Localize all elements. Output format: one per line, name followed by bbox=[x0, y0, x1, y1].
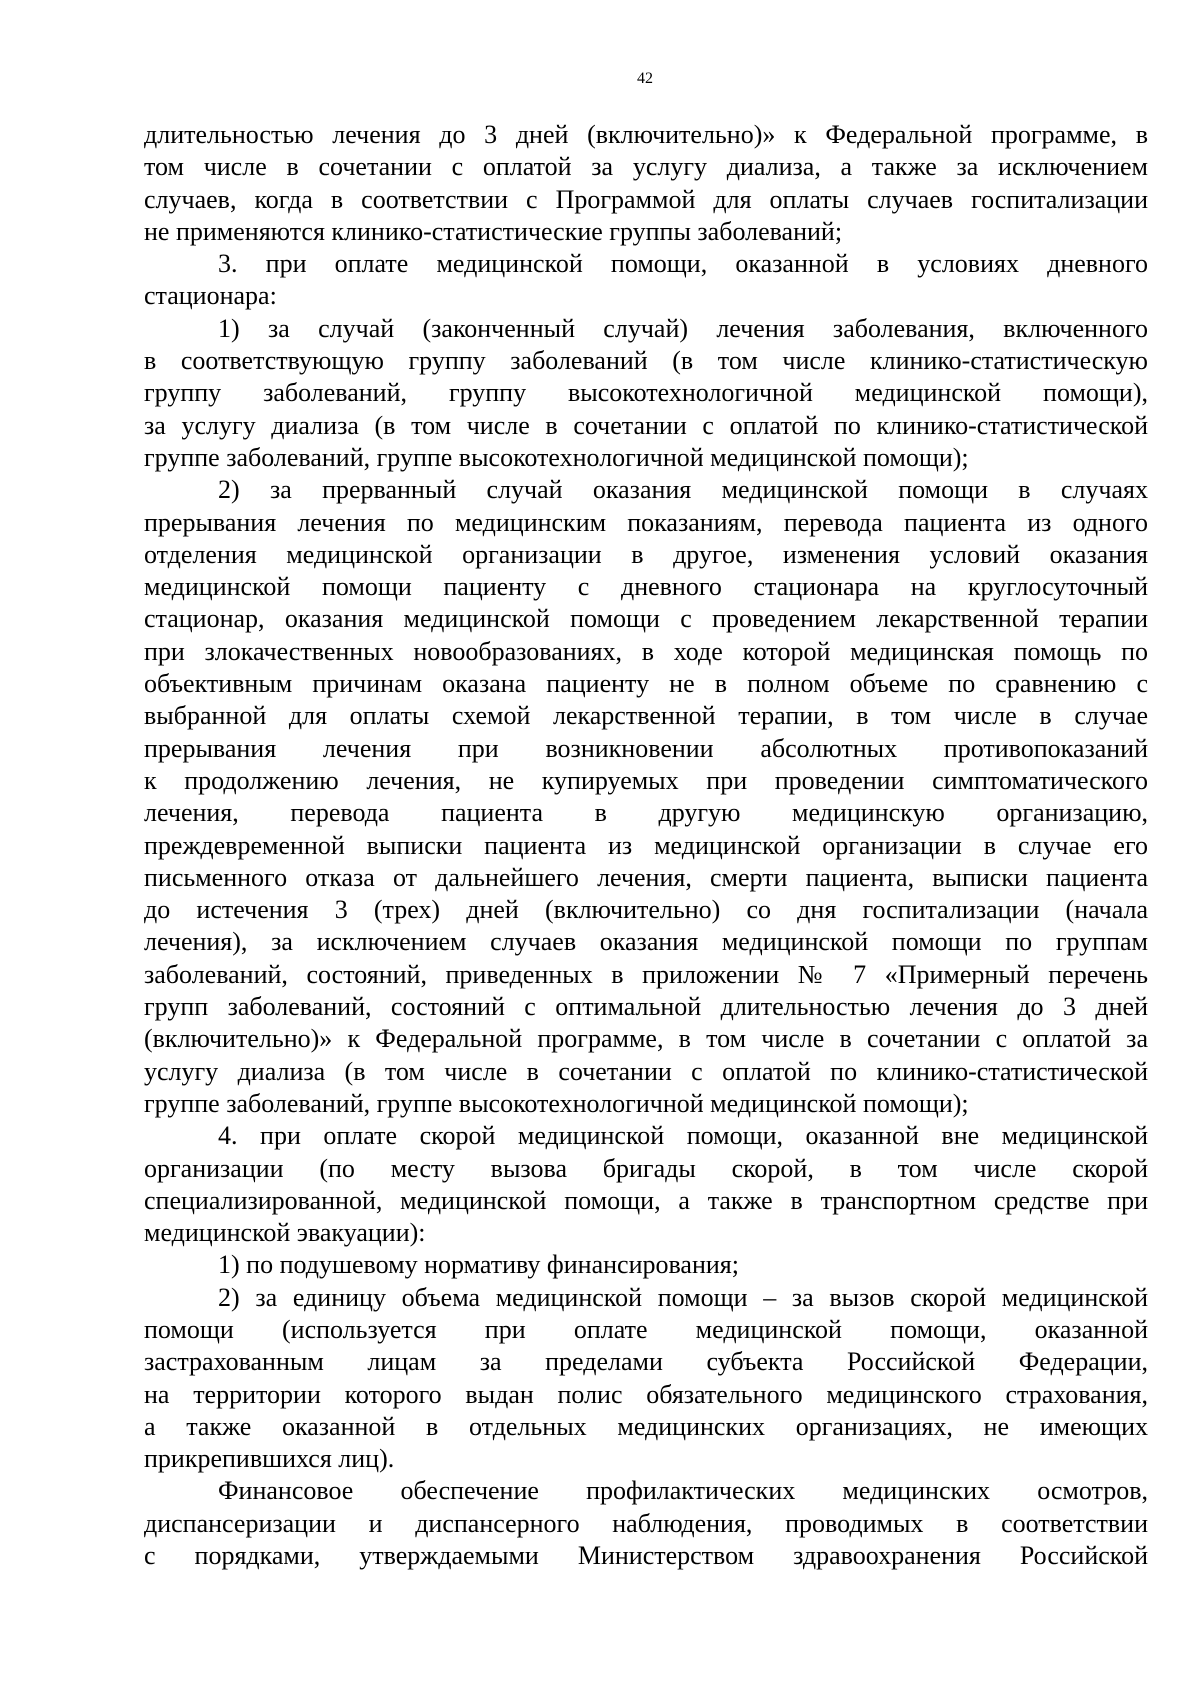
text-line: лечения, перевода пациента в другую медицинскую организацию, bbox=[144, 798, 1148, 828]
text-line: 1) за случай (законченный случай) лечения заболевания, включенного bbox=[218, 313, 1148, 343]
text-line: 1) по подушевому нормативу финансирования; bbox=[218, 1250, 739, 1280]
text-line: стационар, оказания медицинской помощи с проведением лекарственной терапии bbox=[144, 604, 1148, 634]
text-line: (включительно)» к Федеральной программе, в том числе в сочетании с оплатой за bbox=[144, 1024, 1148, 1054]
text-line: том числе в сочетании с оплатой за услугу диализа, а также за исключением bbox=[144, 152, 1148, 182]
text-line: на территории которого выдан полис обязательного медицинского страхования, bbox=[144, 1379, 1148, 1409]
text-line: услугу диализа (в том числе в сочетании с оплатой по клинико-статистической bbox=[144, 1056, 1148, 1086]
text-line: прерывания лечения по медицинским показаниям, перевода пациента из одного bbox=[144, 507, 1148, 537]
text-line: 4. при оплате скорой медицинской помощи, оказанной вне медицинской bbox=[218, 1121, 1148, 1151]
text-line: случаев, когда в соответствии с Программой для оплаты случаев госпитализации bbox=[144, 184, 1148, 214]
text-line: за услугу диализа (в том числе в сочетании с оплатой по клинико-статистической bbox=[144, 410, 1148, 440]
text-line: прерывания лечения при возникновении абсолютных противопоказаний bbox=[144, 733, 1148, 763]
text-line: к продолжению лечения, не купируемых при проведении симптоматического bbox=[144, 765, 1148, 795]
text-line: специализированной, медицинской помощи, а также в транспортном средстве при bbox=[144, 1185, 1148, 1215]
text-line: объективным причинам оказана пациенту не в полном объеме по сравнению с bbox=[144, 669, 1148, 699]
text-line: отделения медицинской организации в другое, изменения условий оказания bbox=[144, 539, 1148, 569]
text-line: заболеваний, состояний, приведенных в приложении № 7 «Примерный перечень bbox=[144, 959, 1148, 989]
text-line: с порядками, утверждаемыми Министерством здравоохранения Российской bbox=[144, 1541, 1148, 1571]
text-line: застрахованным лицам за пределами субъекта Российской Федерации, bbox=[144, 1347, 1148, 1377]
text-line: группе заболеваний, группе высокотехнологичной медицинской помощи); bbox=[144, 442, 969, 472]
text-line: медицинской помощи пациенту с дневного стационара на круглосуточный bbox=[144, 572, 1148, 602]
text-line: преждевременной выписки пациента из медицинской организации в случае его bbox=[144, 830, 1148, 860]
text-line: в соответствующую группу заболеваний (в том числе клинико-статистическую bbox=[144, 346, 1148, 376]
page-number: 42 bbox=[637, 70, 653, 87]
text-line: до истечения 3 (трех) дней (включительно) со дня госпитализации (начала bbox=[144, 895, 1148, 925]
text-line: не применяются клинико-статистические группы заболеваний; bbox=[144, 216, 843, 246]
text-line: 2) за прерванный случай оказания медицинской помощи в случаях bbox=[218, 475, 1148, 505]
text-line: медицинской эвакуации): bbox=[144, 1218, 426, 1248]
text-line: письменного отказа от дальнейшего лечения, смерти пациента, выписки пациента bbox=[144, 862, 1148, 892]
text-line: 3. при оплате медицинской помощи, оказанной в условиях дневного bbox=[218, 249, 1148, 279]
text-line: а также оказанной в отдельных медицинских организациях, не имеющих bbox=[144, 1411, 1148, 1441]
document-body bbox=[144, 119, 1148, 1572]
text-line: группе заболеваний, группе высокотехнологичной медицинской помощи); bbox=[144, 1088, 969, 1118]
text-line: 2) за единицу объема медицинской помощи – за вызов скорой медицинской bbox=[218, 1282, 1148, 1312]
text-line: выбранной для оплаты схемой лекарственной терапии, в том числе в случае bbox=[144, 701, 1148, 731]
text-line: групп заболеваний, состояний с оптимальной длительностью лечения до 3 дней bbox=[144, 992, 1148, 1022]
text-line: помощи (используется при оплате медицинской помощи, оказанной bbox=[144, 1314, 1148, 1344]
text-line: при злокачественных новообразованиях, в ходе которой медицинская помощь по bbox=[144, 636, 1148, 666]
text-line: стационара: bbox=[144, 281, 277, 311]
text-line: длительностью лечения до 3 дней (включительно)» к Федеральной программе, в bbox=[144, 120, 1148, 149]
text-line: организации (по месту вызова бригады скорой, в том числе скорой bbox=[144, 1153, 1148, 1183]
text-line: Финансовое обеспечение профилактических медицинских осмотров, bbox=[218, 1476, 1148, 1506]
text-line: группу заболеваний, группу высокотехнологичной медицинской помощи), bbox=[144, 378, 1148, 408]
text-line: прикрепившихся лиц). bbox=[144, 1444, 395, 1474]
text-line: диспансеризации и диспансерного наблюдения, проводимых в соответствии bbox=[144, 1508, 1148, 1538]
text-line: лечения), за исключением случаев оказания медицинской помощи по группам bbox=[144, 927, 1148, 957]
